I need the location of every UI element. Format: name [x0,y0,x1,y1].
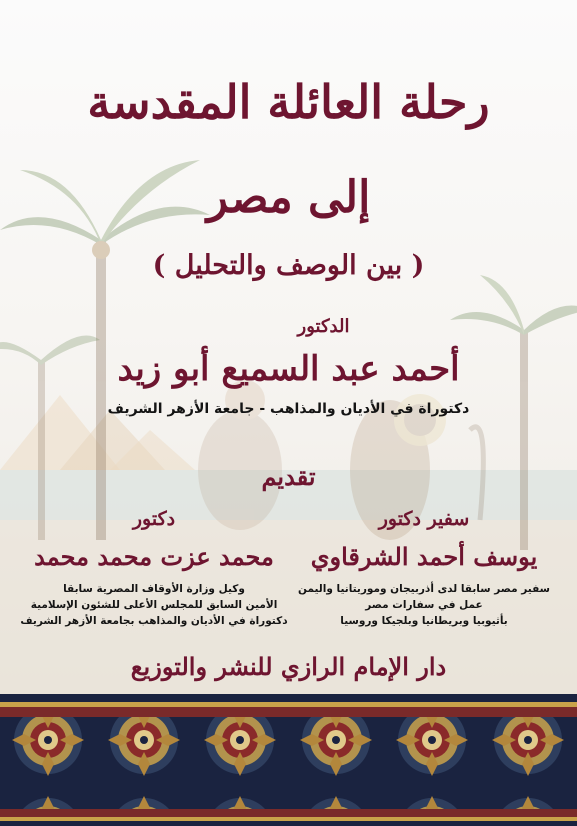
presenter-right-name: يوسف أحمد الشرقاوي [310,542,538,571]
band-top-border [0,694,577,702]
band-gold-rule-bottom [0,817,577,821]
presenter-left-credentials [18,581,290,629]
presenter-right-credentials [289,581,559,629]
author-name: أحمد عبد السميع أبو زيد [117,349,460,389]
credential-line: وكيل وزارة الأوقاف المصرية سابقا [63,583,245,595]
band-pattern-bottom [0,809,577,817]
presenter-right-role: سفير دكتور [378,508,470,530]
book-subtitle: ( بين الوصف والتحليل ) [152,250,425,281]
band-bottom-border [0,821,577,826]
band-pattern-top [0,707,577,717]
presenter-left-role: دكتور [132,508,176,530]
presenter-left-name: محمد عزت محمد محمد [34,542,274,571]
credential-line: عمل في سفارات مصر [365,599,483,611]
credential-line: الأمين السابق للمجلس الأعلى للشئون الإسلامية [30,599,278,611]
credential-line: بأثيوبيا وبريطانيا وبلجيكا وروسيا [340,615,508,627]
presenter-left [18,505,290,629]
introduction-label: تقديم [261,462,316,491]
band-rosettes [0,717,577,809]
publisher-name: دار الإمام الرازي للنشر والتوزيع [130,652,447,681]
credential-line: دكتوراة في الأديان والمذاهب بجامعة الأزهر الشريف [20,615,288,627]
credential-line: سفير مصر سابقا لدى أذربيجان وموريتانيا واليمن [298,583,550,595]
book-title: رحلة العائلة المقدسة [87,75,490,129]
author-honorific: الدكتور [297,316,350,337]
author-credentials: دكتوراة في الأديان والمذاهب - جامعة الأزهر الشريف [107,401,470,417]
band-gold-rule-top [0,702,577,707]
presenter-right [289,505,559,629]
book-title-line2: إلى مصر [206,172,371,223]
ornamental-carpet-band [0,694,577,826]
